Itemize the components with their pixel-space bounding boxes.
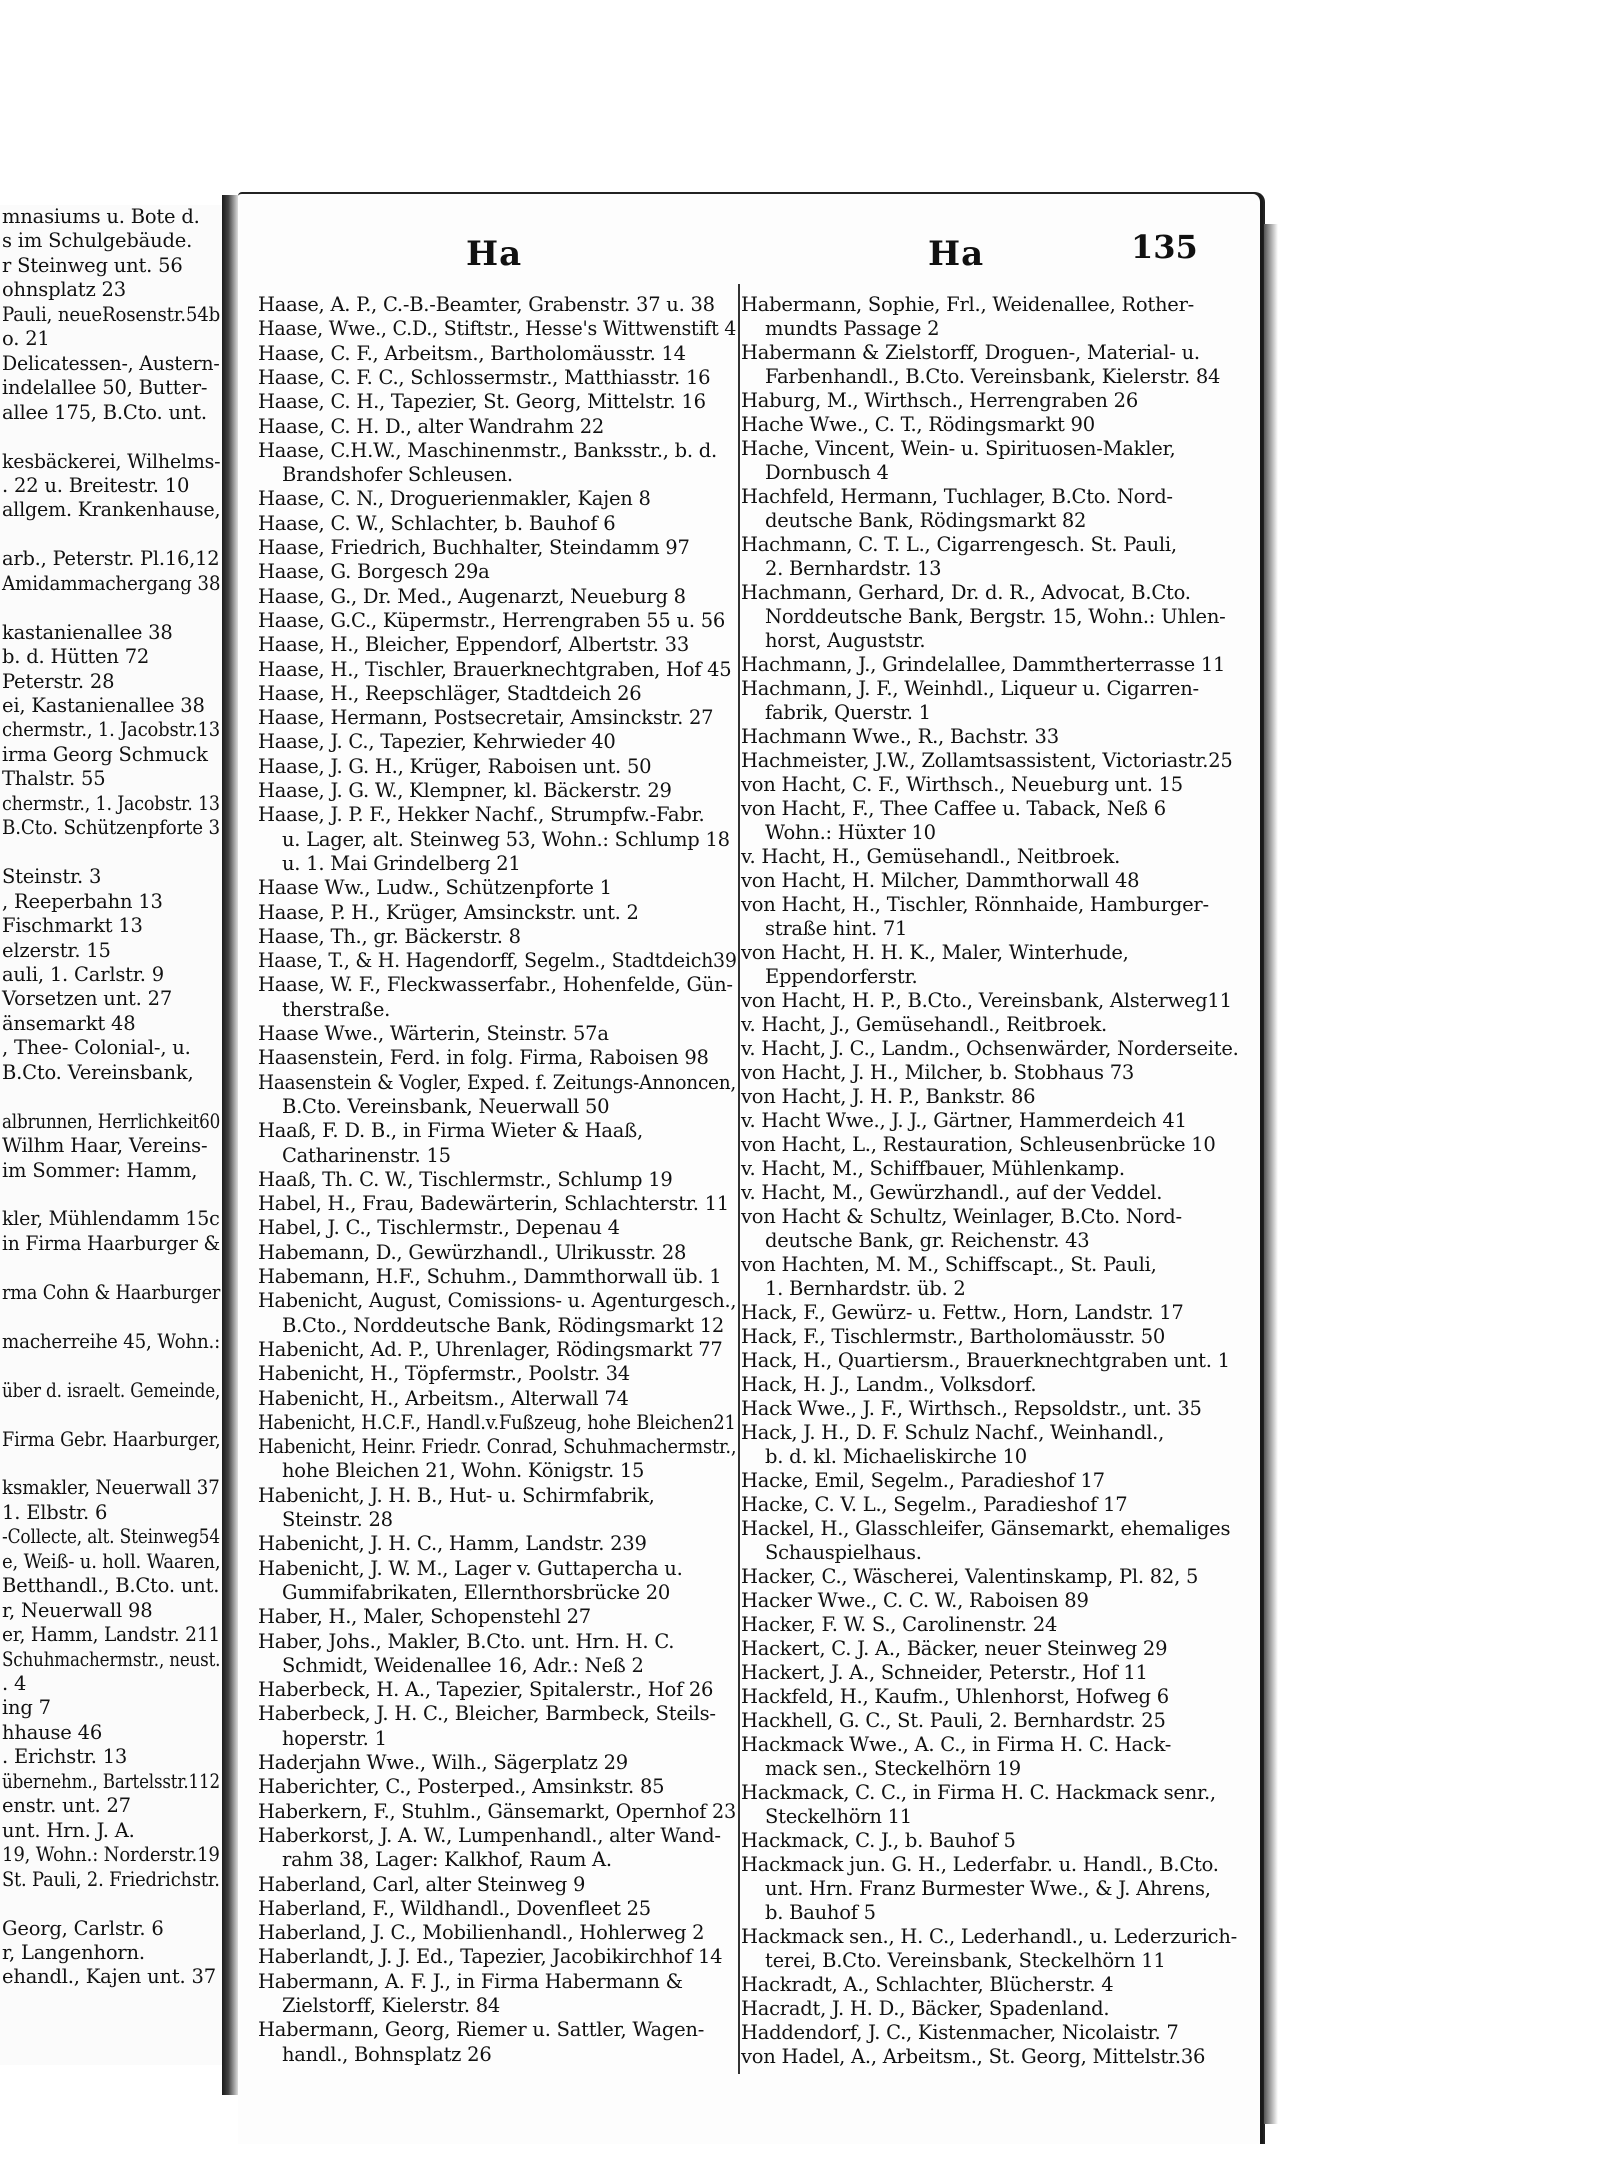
fragment-line: chermstr., 1. Jacobstr. 13 [2,791,220,815]
directory-page [238,192,1263,2144]
fragment-line: , Thee- Colonial-, u. [2,1036,191,1060]
directory-entry-line: Haase, H., Tischler, Brauerknechtgraben, Hof 45 [258,657,732,681]
directory-entry-line: Hachmann, J. F., Weinhdl., Liqueur u. Cigarren- [741,677,1199,700]
fragment-line: allee 175, B.Cto. unt. [2,400,207,424]
directory-entry-line: Haase, J. G. H., Krüger, Raboisen unt. 50 [258,754,652,778]
running-head-right: Ha [928,234,985,274]
directory-entry-line: Haburg, M., Wirthsch., Herrengraben 26 [741,389,1138,412]
fragment-line: ohnsplatz 23 [2,278,126,302]
fragment-line: im Sommer: Hamm, [2,1158,198,1182]
directory-entry-line: Hachmeister, J.W., Zollamtsassistent, Victoriastr.25 [741,749,1233,772]
directory-entry-line: Haberichter, C., Posterped., Amsinkstr. 85 [258,1775,665,1799]
directory-entry-line: Habenicht, H., Töpfermstr., Poolstr. 34 [258,1362,630,1386]
directory-entry-line: b. d. kl. Michaeliskirche 10 [765,1445,1027,1468]
directory-entry-line: Habenicht, Ad. P., Uhrenlager, Rödingsmarkt 77 [258,1337,723,1361]
directory-entry-line: von Hacht, J. H., Milcher, b. Stobhaus 73 [741,1061,1135,1084]
directory-entry-line: Hackert, J. A., Schneider, Peterstr., Hof 11 [741,1661,1148,1684]
directory-entry-line: Schmidt, Weidenallee 16, Adr.: Neß 2 [282,1653,644,1677]
directory-entry-line: 1. Bernhardstr. üb. 2 [765,1277,966,1300]
fragment-line: übernehm., Bartelsstr.112 [2,1769,220,1793]
directory-entry-line: hoperstr. 1 [282,1726,387,1750]
fragment-line: e, Weiß- u. holl. Waaren, [2,1549,221,1573]
directory-entry-line: Hackel, H., Glasschleifer, Gänsemarkt, ehemaliges [741,1517,1231,1540]
fragment-line: ksmakler, Neuerwall 37 [2,1476,220,1500]
directory-entry-line: Haase, H., Reepschläger, Stadtdeich 26 [258,681,642,705]
directory-entry-line: Habenicht, H.C.F., Handl.v.Fußzeug, hohe Bleichen21 [258,1410,736,1434]
fragment-line: kesbäckerei, Wilhelms- [2,449,221,473]
directory-entry-line: Haase, Th., gr. Bäckerstr. 8 [258,924,521,948]
directory-entry-line: Hacke, Emil, Segelm., Paradieshof 17 [741,1469,1105,1492]
fragment-line: rma Cohn & Haarburger [2,1280,221,1304]
directory-entry-line: mack sen., Steckelhörn 19 [765,1757,1021,1780]
directory-entry-line: Zielstorff, Kielerstr. 84 [282,1994,501,2017]
directory-entry-line: u. 1. Mai Grindelberg 21 [282,851,521,875]
directory-entry-line: v. Hacht, M., Schiffbauer, Mühlenkamp. [741,1157,1125,1180]
fragment-line: s im Schulgebäude. [2,229,193,253]
directory-entry-line: v. Hacht Wwe., J. J., Gärtner, Hammerdeich 41 [741,1109,1187,1132]
directory-entry-line: Gummifabrikaten, Ellernthorsbrücke 20 [282,1580,671,1604]
directory-entry-line: von Hacht, H., Tischler, Rönnhaide, Hamburger- [741,893,1209,916]
fragment-line: macherreihe 45, Wohn.: [2,1329,221,1353]
directory-entry-line: Haase, C. F., Arbeitsm., Bartholomäusstr. 14 [258,341,686,365]
fragment-line: Delicatessen-, Austern- [2,351,220,375]
left-column [258,293,758,2093]
directory-entry-line: horst, Auguststr. [765,629,926,652]
directory-entry-line: Steinstr. 28 [282,1508,393,1531]
directory-entry-line: Hack Wwe., J. F., Wirthsch., Repsoldstr., unt. 35 [741,1397,1202,1420]
directory-entry-line: B.Cto., Norddeutsche Bank, Rödingsmarkt 12 [282,1313,725,1337]
directory-entry-line: Haberland, F., Wildhandl., Dovenfleet 25 [258,1896,651,1920]
fragment-line: auli, 1. Carlstr. 9 [2,962,164,986]
fragment-line: . 4 [2,1672,27,1695]
directory-entry-line: Schauspielhaus. [765,1541,922,1564]
fragment-line: Steinstr. 3 [2,865,102,889]
directory-entry-line: Habenicht, H., Arbeitsm., Alterwall 74 [258,1386,629,1410]
fragment-line: änsemarkt 48 [2,1011,136,1035]
directory-entry-line: Haase, A. P., C.-B.-Beamter, Grabenstr. 37 u. 38 [258,293,715,316]
fragment-line: r, Langenhorn. [2,1940,145,1964]
directory-entry-line: hohe Bleichen 21, Wohn. Königstr. 15 [282,1459,645,1483]
directory-entry-line: Habel, J. C., Tischlermstr., Depenau 4 [258,1216,620,1240]
directory-entry-line: Habenicht, J. W. M., Lager v. Guttapercha u. [258,1556,683,1580]
directory-entry-line: mundts Passage 2 [765,317,940,340]
directory-entry-line: Habenicht, August, Comissions- u. Agenturgesch., [258,1289,737,1313]
directory-entry-line: Habermann, Sophie, Frl., Weidenallee, Rother- [741,293,1195,316]
directory-entry-line: Haase, H., Bleicher, Eppendorf, Albertstr. 33 [258,633,689,657]
fragment-line: kler, Mühlendamm 15c [2,1207,220,1231]
directory-entry-line: Hackmack Wwe., A. C., in Firma H. C. Hack- [741,1733,1172,1756]
directory-entry-line: Haase, G. Borgesch 29a [258,560,490,584]
running-head-left: Ha [466,234,523,274]
directory-entry-line: Hackfeld, H., Kaufm., Uhlenhorst, Hofweg 6 [741,1685,1169,1708]
fragment-line: über d. israelt. Gemeinde, [2,1378,221,1402]
fragment-line: Georg, Carlstr. 6 [2,1916,164,1940]
directory-entry-line: Hacker Wwe., C. C. W., Raboisen 89 [741,1589,1089,1612]
directory-entry-line: von Hacht, C. F., Wirthsch., Neueburg unt. 15 [741,773,1183,796]
fragment-line: irma Georg Schmuck [2,742,208,766]
fragment-line: b. d. Hütten 72 [2,645,150,669]
directory-entry-line: Haberlandt, J. J. Ed., Tapezier, Jacobikirchhof 14 [258,1945,723,1969]
fragment-line: Wilhm Haar, Vereins- [2,1134,208,1158]
directory-entry-line: Haase, G.C., Küpermstr., Herrengraben 55 u. 56 [258,608,726,632]
directory-entry-line: von Hacht, H. Milcher, Dammthorwall 48 [741,869,1140,892]
directory-entry-line: Hache Wwe., C. T., Rödingsmarkt 90 [741,413,1095,436]
directory-entry-line: Haase, T., & H. Hagendorff, Segelm., Stadtdeich39 [258,949,737,973]
fragment-line: , Reeperbahn 13 [2,889,163,913]
directory-entry-line: Haasenstein & Vogler, Exped. f. Zeitungs-Annoncen, [258,1070,737,1094]
directory-entry-line: von Hacht, H. P., B.Cto., Vereinsbank, Alsterweg11 [741,989,1232,1012]
directory-entry-line: Eppendorferstr. [765,965,918,988]
directory-entry-line: Haberland, J. C., Mobilienhandl., Hohlerweg 2 [258,1921,705,1945]
directory-entry-line: Haase, C. H., Tapezier, St. Georg, Mittelstr. 16 [258,390,706,414]
directory-entry-line: terei, B.Cto. Vereinsbank, Steckelhörn 11 [765,1949,1166,1972]
directory-entry-line: Hackmack, C. J., b. Bauhof 5 [741,1829,1016,1852]
directory-entry-line: Hachmann, C. T. L., Cigarrengesch. St. Pauli, [741,533,1177,556]
directory-entry-line: Hackradt, A., Schlachter, Blücherstr. 4 [741,1973,1114,1996]
directory-entry-line: Habenicht, Heinr. Friedr. Conrad, Schuhmachermstr., [258,1435,737,1459]
fragment-line: Betthandl., B.Cto. unt. [2,1574,220,1598]
fragment-line: Amidammachergang 38 [2,571,221,595]
fragment-line: arb., Peterstr. Pl.16,12 [2,547,220,571]
directory-entry-line: Hacke, C. V. L., Segelm., Paradieshof 17 [741,1493,1128,1516]
directory-entry-line: v. Hacht, J., Gemüsehandl., Reitbroek. [741,1013,1108,1036]
directory-entry-line: von Hachten, M. M., Schiffscapt., St. Pauli, [741,1253,1157,1276]
directory-entry-line: Haaß, Th. C. W., Tischlermstr., Schlump 19 [258,1167,673,1191]
directory-entry-line: Habenicht, J. H. C., Hamm, Landstr. 239 [258,1532,647,1556]
directory-entry-line: Haase, C. W., Schlachter, b. Bauhof 6 [258,511,616,535]
fragment-line: elzerstr. 15 [2,938,111,962]
directory-entry-line: Hack, H. J., Landm., Volksdorf. [741,1373,1037,1396]
directory-entry-line: Hackhell, G. C., St. Pauli, 2. Bernhardstr. 25 [741,1709,1166,1732]
directory-entry-line: Haase, Wwe., C.D., Stiftstr., Hesse's Wittwenstift 4 [258,317,737,341]
directory-entry-line: deutsche Bank, Rödingsmarkt 82 [765,509,1087,532]
fragment-line: Thalstr. 55 [2,767,106,791]
fragment-line: . Erichstr. 13 [2,1745,128,1769]
fragment-line: chermstr., 1. Jacobstr.13 [2,718,220,742]
directory-entry-line: Hack, F., Gewürz- u. Fettw., Horn, Landstr. 17 [741,1301,1184,1324]
fragment-line: o. 21 [2,327,50,351]
directory-entry-line: therstraße. [282,997,391,1021]
directory-entry-line: Hacker, F. W. S., Carolinenstr. 24 [741,1613,1058,1636]
directory-entry-line: Catharinenstr. 15 [282,1143,451,1167]
directory-entry-line: b. Bauhof 5 [765,1901,876,1924]
directory-entry-line: Haase, C. F. C., Schlossermstr., Matthiasstr. 16 [258,365,711,389]
fragment-line: ei, Kastanienallee 38 [2,694,205,717]
directory-entry-line: Wohn.: Hüxter 10 [765,821,936,844]
fragment-line: Vorsetzen unt. 27 [2,987,173,1011]
directory-entry-line: Farbenhandl., B.Cto. Vereinsbank, Kielerstr. 84 [765,365,1221,388]
fragment-line: in Firma Haarburger & [2,1231,220,1255]
page-number: 135 [1131,228,1198,266]
directory-entry-line: Hachmann Wwe., R., Bachstr. 33 [741,725,1059,748]
directory-entry-line: u. Lager, alt. Steinweg 53, Wohn.: Schlump 18 [282,827,730,851]
directory-entry-line: Haase Wwe., Wärterin, Steinstr. 57a [258,1022,609,1045]
directory-entry-line: Hackert, C. J. A., Bäcker, neuer Steinweg 29 [741,1637,1168,1660]
directory-entry-line: handl., Bohnsplatz 26 [282,2042,492,2066]
directory-entry-line: Hack, F., Tischlermstr., Bartholomäusstr. 50 [741,1325,1166,1348]
directory-entry-line: fabrik, Querstr. 1 [765,701,931,724]
directory-entry-line: Haddendorf, J. C., Kistenmacher, Nicolaistr. 7 [741,2021,1179,2044]
directory-entry-line: Habel, H., Frau, Badewärterin, Schlachterstr. 11 [258,1192,729,1216]
book-gutter [222,195,238,2095]
fragment-line: allgem. Krankenhause, [2,498,221,522]
directory-entry-line: Dornbusch 4 [765,461,889,484]
directory-entry-line: v. Hacht, M., Gewürzhandl., auf der Veddel. [741,1181,1163,1204]
directory-entry-line: Hackmack sen., H. C., Lederhandl., u. Lederzurich- [741,1925,1237,1948]
directory-entry-line: straße hint. 71 [765,917,908,940]
fragment-line: Firma Gebr. Haarburger, [2,1427,221,1451]
directory-entry-line: von Hacht, L., Restauration, Schleusenbrücke 10 [741,1133,1216,1156]
fragment-line: Schuhmachermstr., neust. [2,1647,221,1671]
directory-entry-line: Hachfeld, Hermann, Tuchlager, B.Cto. Nord- [741,485,1173,508]
directory-entry-line: Haase, J. C., Tapezier, Kehrwieder 40 [258,730,616,754]
directory-entry-line: 2. Bernhardstr. 13 [765,557,942,580]
directory-entry-line: deutsche Bank, gr. Reichenstr. 43 [765,1229,1090,1252]
fragment-line: -Collecte, alt. Steinweg54 [2,1525,220,1549]
directory-entry-line: Habermann, A. F. J., in Firma Habermann & [258,1969,683,1993]
directory-entry-line: Habermann & Zielstorff, Droguen-, Material- u. [741,341,1200,364]
fragment-line: . 22 u. Breitestr. 10 [2,473,190,497]
fragment-line: B.Cto. Schützenpforte 3 [2,816,220,840]
directory-entry-line: Haderjahn Wwe., Wilh., Sägerplatz 29 [258,1751,628,1774]
directory-entry-line: Hachmann, Gerhard, Dr. d. R., Advocat, B.Cto. [741,581,1191,604]
directory-entry-line: Hacker, C., Wäscherei, Valentinskamp, Pl. 82, 5 [741,1565,1199,1588]
directory-entry-line: Haase, C. N., Droguerienmakler, Kajen 8 [258,487,651,511]
directory-entry-line: Haase, Hermann, Postsecretair, Amsinckstr. 27 [258,706,714,730]
fragment-line: r Steinweg unt. 56 [2,253,183,277]
right-column [741,293,1241,2093]
fragment-line: kastanienallee 38 [2,620,173,644]
fragment-line: B.Cto. Vereinsbank, [2,1060,194,1084]
directory-entry-line: Haasenstein, Ferd. in folg. Firma, Raboisen 98 [258,1046,709,1070]
directory-entry-line: Habenicht, J. H. B., Hut- u. Schirmfabrik, [258,1483,655,1507]
fragment-line: Peterstr. 28 [2,669,115,693]
directory-entry-line: Haase, W. F., Fleckwasserfabr., Hohenfelde, Gün- [258,973,733,997]
fragment-line: albrunnen, Herrlichkeit60 [2,1109,221,1133]
directory-entry-line: von Hacht, J. H. P., Bankstr. 86 [741,1085,1036,1108]
fragment-line: enstr. unt. 27 [2,1794,131,1818]
directory-entry-line: Hack, J. H., D. F. Schulz Nachf., Weinhandl., [741,1421,1165,1444]
directory-entry-line: Habemann, D., Gewürzhandl., Ulrikusstr. 28 [258,1240,687,1264]
fragment-line: Pauli, neueRosenstr.54b [2,302,221,326]
directory-entry-line: Hache, Vincent, Wein- u. Spirituosen-Makler, [741,437,1176,460]
directory-entry-line: Steckelhörn 11 [765,1805,912,1828]
fragment-line: St. Pauli, 2. Friedrichstr. [2,1867,220,1891]
fragment-line: mnasiums u. Bote d. [2,205,200,228]
directory-entry-line: unt. Hrn. Franz Burmester Wwe., & J. Ahrens, [765,1877,1211,1900]
directory-entry-line: Haase, G., Dr. Med., Augenarzt, Neueburg 8 [258,584,686,608]
directory-entry-line: Hack, H., Quartiersm., Brauerknechtgraben unt. 1 [741,1349,1230,1372]
fragment-line: er, Hamm, Landstr. 211 [2,1623,220,1647]
directory-entry-line: v. Hacht, H., Gemüsehandl., Neitbroek. [741,845,1121,868]
directory-entry-line: Haase, C.H.W., Maschinenmstr., Banksstr., b. d. [258,438,717,462]
directory-entry-line: Haase Ww., Ludw., Schützenpforte 1 [258,876,612,900]
fragment-line: 19, Wohn.: Norderstr.19 [2,1843,220,1867]
fragment-line: 1. Elbstr. 6 [2,1500,108,1524]
fragment-line: unt. Hrn. J. A. [2,1818,135,1842]
directory-entry-line: Norddeutsche Bank, Bergstr. 15, Wohn.: Uhlen- [765,605,1226,628]
directory-entry-line: Hachmann, J., Grindelallee, Dammtherterrasse 11 [741,653,1226,676]
directory-entry-line: Hackmack jun. G. H., Lederfabr. u. Handl., B.Cto. [741,1853,1219,1876]
directory-entry-line: Habemann, H.F., Schuhm., Dammthorwall üb. 1 [258,1265,722,1288]
directory-entry-line: Hackmack, C. C., in Firma H. C. Hackmack senr., [741,1781,1216,1804]
directory-entry-line: rahm 38, Lager: Kalkhof, Raum A. [282,1848,612,1872]
directory-entry-line: Haase, P. H., Krüger, Amsinckstr. unt. 2 [258,900,639,924]
directory-entry-line: Brandshofer Schleusen. [282,463,513,487]
fragment-line: r, Neuerwall 98 [2,1598,153,1622]
directory-entry-line: Haberbeck, H. A., Tapezier, Spitalerstr., Hof 26 [258,1678,714,1702]
directory-entry-line: Hacradt, J. H. D., Bäcker, Spadenland. [741,1997,1110,2020]
directory-entry-line: Haase, Friedrich, Buchhalter, Steindamm 97 [258,536,690,559]
directory-entry-line: Haber, H., Maler, Schopenstehl 27 [258,1605,591,1629]
directory-entry-line: Haberbeck, J. H. C., Bleicher, Barmbeck, Steils- [258,1702,716,1726]
directory-entry-line: von Hacht & Schultz, Weinlager, B.Cto. Nord- [741,1205,1182,1228]
directory-entry-line: Haase, C. H. D., alter Wandrahm 22 [258,414,605,438]
fragment-line: Fischmarkt 13 [2,914,143,938]
directory-entry-line: Haberland, Carl, alter Steinweg 9 [258,1872,586,1896]
directory-entry-line: v. Hacht, J. C., Landm., Ochsenwärder, Norderseite. [741,1037,1239,1060]
directory-entry-line: Haberkorst, J. A. W., Lumpenhandl., alter Wand- [258,1823,721,1847]
directory-entry-line: von Hacht, H. H. K., Maler, Winterhude, [741,941,1129,964]
fragment-line: hhause 46 [2,1720,103,1744]
previous-page-fragment [0,205,224,2065]
directory-entry-line: Haber, Johs., Makler, B.Cto. unt. Hrn. H. C. [258,1629,675,1653]
directory-entry-line: B.Cto. Vereinsbank, Neuerwall 50 [282,1094,610,1118]
fragment-line: ing 7 [2,1696,51,1720]
directory-entry-line: Haase, J. P. F., Hekker Nachf., Strumpfw.-Fabr. [258,803,705,827]
directory-entry-line: Haaß, F. D. B., in Firma Wieter & Haaß, [258,1119,643,1143]
fragment-line: indelallee 50, Butter- [2,376,208,400]
fragment-line: ehandl., Kajen unt. 37 [2,1965,216,1989]
directory-entry-line: Haase, J. G. W., Klempner, kl. Bäckerstr. 29 [258,779,672,802]
directory-entry-line: von Hacht, F., Thee Caffee u. Taback, Neß 6 [741,797,1166,820]
directory-entry-line: Habermann, Georg, Riemer u. Sattler, Wagen- [258,2018,705,2042]
directory-entry-line: von Hadel, A., Arbeitsm., St. Georg, Mittelstr.36 [741,2045,1206,2068]
directory-entry-line: Haberkern, F., Stuhlm., Gänsemarkt, Opernhof 23 [258,1799,736,1823]
